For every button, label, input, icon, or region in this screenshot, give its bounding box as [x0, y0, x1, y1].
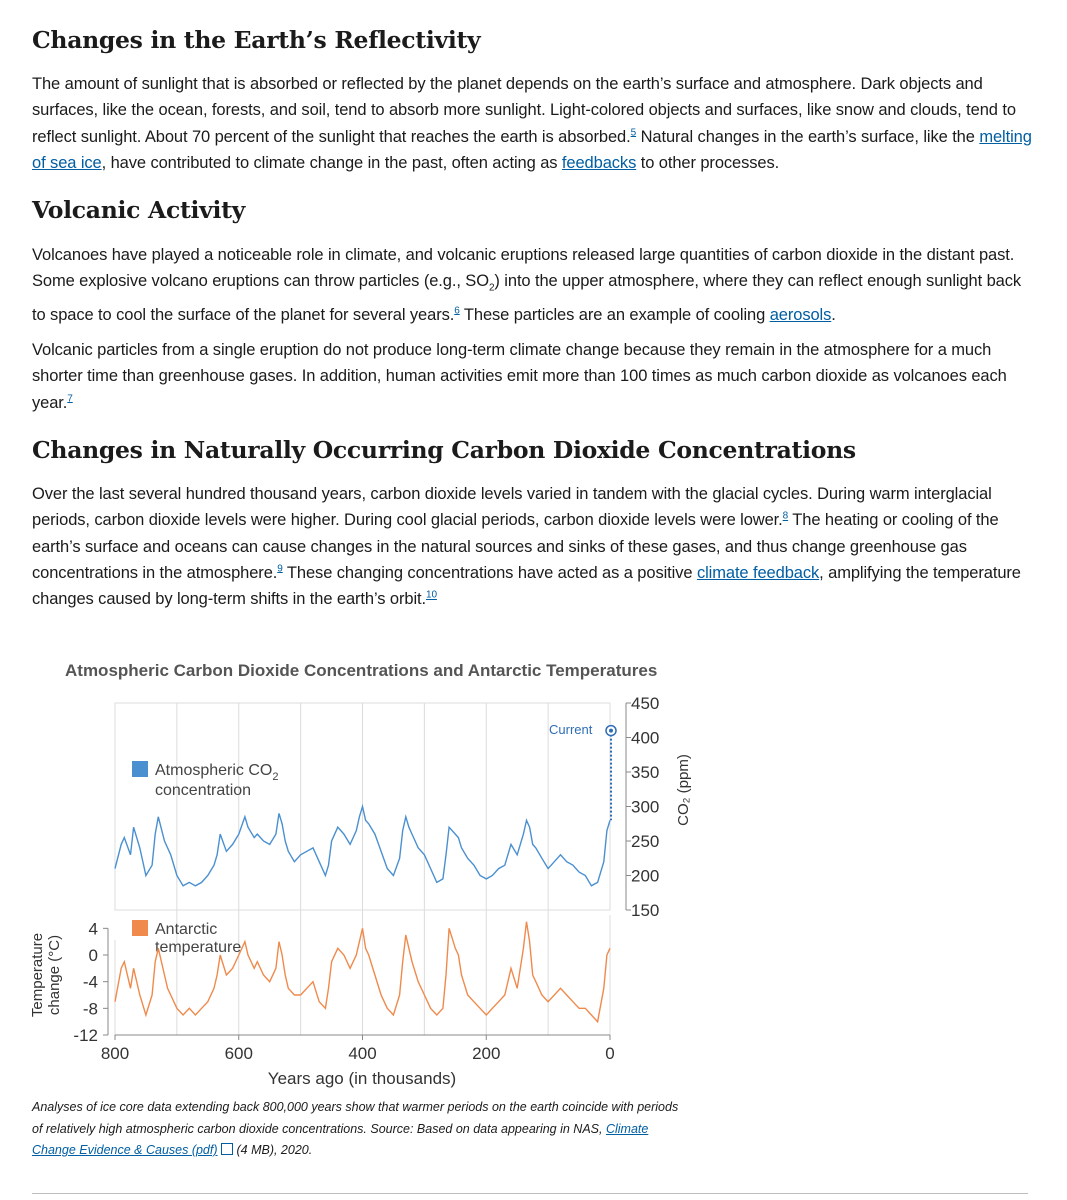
- temp-tick-label: -12: [73, 1026, 98, 1045]
- current-label: Current: [549, 722, 593, 737]
- co2-legend-line1: Atmospheric $CO_2$: [155, 762, 279, 783]
- footnote-8-link[interactable]: 8: [782, 510, 789, 522]
- divider: [32, 1193, 1028, 1194]
- footnote-7-link[interactable]: 7: [67, 393, 73, 405]
- co2-tick-label: 350: [631, 763, 660, 782]
- melting-of-sea-ice-link[interactable]: melting of sea ice: [32, 127, 1032, 172]
- paragraph-co2: Over the last several hundred thousand years, carbon dioxide levels varied in tandem with the glacial cycles. During warm interglacial periods, carbon dioxide levels were higher. During cool glacial periods, carbon dioxide levels were lower.$^8$ The heating or cooling of the earth’s surface and oceans can cause changes in the natural sources and sinks of these gases, and thus change greenhouse gas concentrations in the atmosphere.$^9$ These changing concentrations have acted as a positive climate feedback, amplifying the temperature changes caused by long-term shifts in the earth’s orbit.$^{10}$: [32, 485, 1021, 609]
- feedbacks-link[interactable]: feedbacks: [561, 153, 637, 172]
- temp-tick-label: -8: [82, 999, 98, 1019]
- temp-axis: [73, 919, 108, 1045]
- x-axis-label: Years ago (in thousands): [267, 1069, 457, 1088]
- co2-tick-label: 250: [631, 832, 660, 851]
- temp-legend-line2: temperature: [155, 939, 242, 956]
- co2-axis: [626, 694, 659, 920]
- current-marker-icon: [606, 726, 616, 821]
- co2-tick-label: 150: [631, 901, 660, 920]
- co2-tick-label: 400: [631, 728, 660, 748]
- footnote-6-link[interactable]: 6: [454, 305, 460, 317]
- chart-title: Atmospheric Carbon Dioxide Concentrations and Antarctic Temperatures: [65, 661, 658, 680]
- climate-feedback-link[interactable]: climate feedback: [696, 563, 820, 582]
- temp-legend-swatch: [132, 920, 148, 936]
- x-tick-label: 200: [472, 1044, 501, 1063]
- paragraph-volcanic-2: Volcanic particles from a single eruption do not produce long-term climate change because they remain in the atmosphere for a much shorter time than greenhouse gases. In addition, human activities emit more than 100 times as much carbon dioxide as volcanoes each year.$^7$: [32, 341, 1007, 412]
- temp-tick-label: 4: [88, 919, 98, 939]
- climate-change-evidence-link[interactable]: Climate Change Evidence & Causes (pdf): [32, 1121, 649, 1157]
- x-axis: [101, 1035, 615, 1063]
- external-link-icon: [221, 1143, 233, 1155]
- x-tick-label: 800: [100, 1044, 130, 1063]
- temp-axis-label-line2: change (°C): [46, 934, 63, 1016]
- current-marker-dot: [609, 729, 613, 733]
- paragraph-reflectivity: The amount of sunlight that is absorbed or reflected by the planet depends on the earth’s surface and atmosphere. Dark objects and surfaces, like the ocean, forests, and soil, tend to absorb more sunlight. Light-colored objects and surfaces, like snow and clouds, tend to reflect sunlight. About 70 percent of the sunlight that reaches the earth is absorbed.$^5$ Natural changes in the earth’s surface, like the melting of sea ice, have contributed to climate change in the past, often acting as feedbacks to other processes.: [32, 75, 1032, 172]
- figure-caption: Analyses of ice core data extending back 800,000 years show that warmer periods on the earth coincide with periods of relatively high atmospheric carbon dioxide concentrations. Source: Based on data appearing in NAS, Climate Change Evidence & Causes (pdf) (4 MB), 2020.: [32, 1100, 679, 1157]
- co2-tick-label: 450: [631, 694, 660, 713]
- temp-axis-label-line1: Temperature: [29, 932, 46, 1018]
- aerosols-link[interactable]: aerosols: [769, 305, 832, 324]
- x-tick-label: 0: [605, 1044, 615, 1063]
- footnote-5-link[interactable]: 5: [630, 127, 637, 139]
- co2-temperature-chart: [29, 650, 692, 1090]
- temp-tick-label: -4: [82, 972, 98, 992]
- co2-legend-line2: concentration: [155, 782, 252, 799]
- paragraph-volcanic-1: Volcanoes have played a noticeable role in climate, and volcanic eruptions released large quantities of carbon dioxide in the distant past. Some explosive volcano eruptions can throw particles (e.g., $SO_2$) into the upper atmosphere, where they can reflect enough sunlight back to space to cool the surface of the planet for several years.$^6$ These particles are an example of cooling aerosols.: [32, 246, 1022, 324]
- co2-axis-label: CO₂ (ppm): [675, 754, 692, 826]
- x-tick-label: 600: [224, 1044, 253, 1063]
- footnote-9-link[interactable]: 9: [277, 563, 283, 575]
- temp-tick-label: 0: [88, 946, 98, 965]
- x-tick-label: 400: [348, 1044, 377, 1063]
- heading-reflectivity: Changes in the Earth’s Reflectivity: [32, 26, 481, 54]
- temp-legend-line1: Antarctic: [155, 921, 218, 938]
- footnote-10-link[interactable]: 10: [425, 589, 437, 601]
- co2-tick-label: 300: [631, 797, 660, 817]
- co2-temperature-figure: [29, 650, 692, 1088]
- heading-co2: Changes in Naturally Occurring Carbon Dioxide Concentrations: [32, 436, 856, 464]
- co2-tick-label: 200: [631, 866, 660, 886]
- chart-grid: [115, 703, 610, 1035]
- heading-volcanic: Volcanic Activity: [32, 196, 246, 224]
- co2-legend-swatch: [132, 761, 148, 777]
